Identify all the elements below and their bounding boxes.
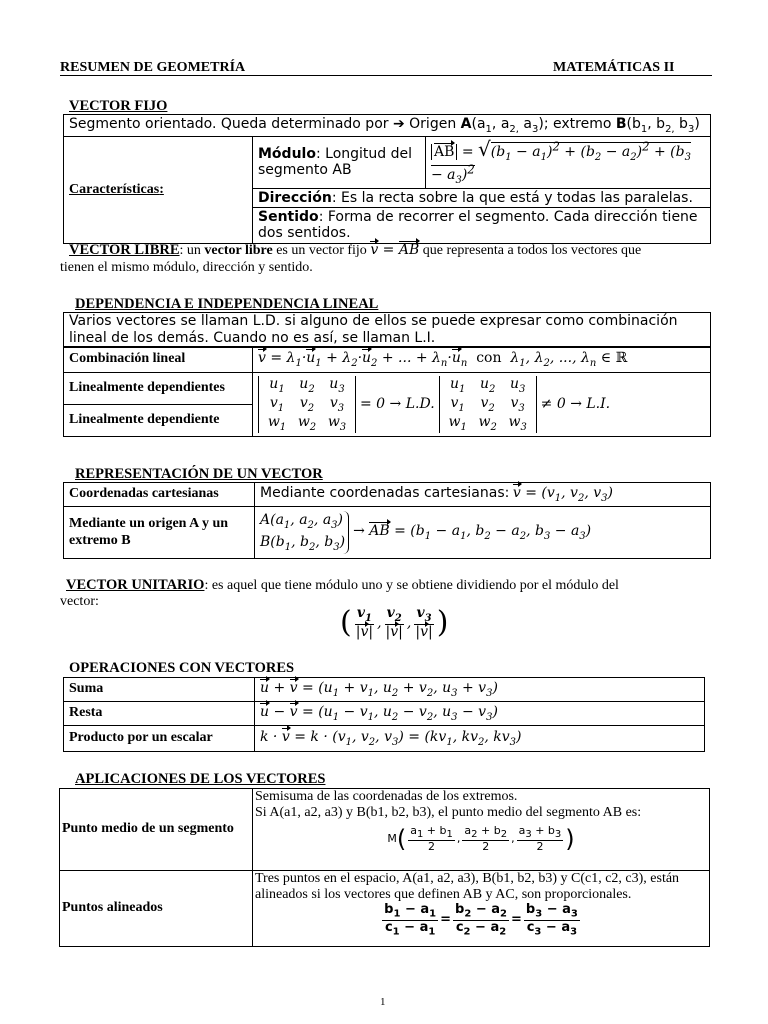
ld-label: Linealmente dependientes	[64, 373, 253, 405]
origen-extremo-label: Mediante un origen A y un extremo B	[64, 507, 255, 559]
origen-extremo-formula: $A(a_1$, $a_2$, $a_3$) $B(b_1$, $b_2$, $b_3$) → AB = ($b_1 - a_1$, $b_2 - a_2$, $b_3 - a_3$)	[255, 507, 711, 559]
determinant-li: $u_1$ $u_2$ $u_3$ $v_1$ $v_2$ $v_3$ $w_1$ $w_2$ $w_3$	[439, 376, 537, 434]
determinant-ld: $u_1$ $u_2$ $u_3$ $v_1$ $v_2$ $v_3$ $w_1$ $w_2$ $w_3$	[258, 376, 356, 434]
vector-libre-line2: tienen el mismo módulo, dirección y sentido.	[60, 260, 313, 275]
dependencia-intro: Varios vectores se llaman L.D. si alguno de ellos se puede expresar como combinación lineal de los demás. Cuando no es así, se llaman L.I.	[63, 312, 711, 348]
representacion-table	[63, 482, 711, 559]
ld-label-2: Linealmente dependiente	[64, 405, 253, 437]
punto-medio-cell: Semisuma de las coordenadas de los extremos. Si A(a1, a2, a3) y B(b1, b2, b3), el punto medio del segmento AB es: M ( $\frac{a_1 + b_1}{2}$ , $\frac{a_2 + b_2}{2}$ , $\frac{a_3 + b_3}{2}$ )	[253, 789, 710, 871]
cartesianas-label: Coordenadas cartesianas	[64, 483, 255, 507]
suma-formula: $u + v = (u_1 + v_1$, $u_2 + v_2$, $u_3 + v_3$)	[255, 678, 705, 702]
dependencia-table	[63, 346, 711, 437]
header-rule	[60, 75, 712, 76]
section-title-vector-fijo: VECTOR FIJO	[69, 98, 168, 114]
combinacion-formula: $v = \lambda_1\cdot u_1 + \lambda_2\cdot u_2$ + ... + $\lambda_n\cdot u_n$ con $\lambda_1$, $\lambda_2$, ..., $\lambda_n$ ∈ ℝ	[253, 347, 711, 373]
section-title-dependencia: DEPENDENCIA E INDEPENDENCIA LINEAL	[75, 296, 379, 312]
section-title-vector-unitario: VECTOR UNITARIO	[66, 577, 205, 593]
combinacion-label: Combinación lineal	[64, 347, 253, 373]
sentido-cell: Sentido: Forma de recorrer el segmento. Cada dirección tiene dos sentidos.	[253, 207, 711, 243]
aplicaciones-table	[59, 788, 710, 947]
vector-libre-formula: v = AB	[370, 242, 420, 258]
resta-formula: $u - v = (u_1 - v_1$, $u_2 - v_2$, $u_3 - v_3$)	[255, 702, 705, 726]
section-title-representacion: REPRESENTACIÓN DE UN VECTOR	[75, 466, 323, 482]
punto-medio-formula: M ( $\frac{a_1 + b_1}{2}$ , $\frac{a_2 + b_2}{2}$ , $\frac{a_3 + b_3}{2}$ )	[387, 824, 575, 854]
determinant-cell	[253, 373, 711, 437]
header-left: RESUMEN DE GEOMETRÍA	[60, 60, 246, 75]
vector-unitario-formula: ( $\frac{v_1}{|v|}$ , $\frac{v_2}{|v|}$ , $\frac{v_3}{|v|}$ )	[340, 605, 449, 641]
puntos-alineados-cell: Tres puntos en el espacio, A(a1, a2, a3), B(b1, b2, b3) y C(c1, c2, c3), están alineados si los vectores que definen AB y AC, son proporcionales. $\frac{b_1 - a_1}{c_1 - a_1}$ = $\frac{b_2 - a_2}{c_2 - a_2}$ = $\frac{b_3 - a_3}{c_3 - a_3}$	[253, 871, 710, 947]
direccion-cell: Dirección: Es la recta sobre la que está y todas las paralelas.	[253, 188, 711, 207]
punto-medio-label: Punto medio de un segmento	[60, 789, 253, 871]
producto-label: Producto por un escalar	[64, 726, 255, 752]
puntos-alineados-formula: $\frac{b_1 - a_1}{c_1 - a_1}$ = $\frac{b_2 - a_2}{c_2 - a_2}$ = $\frac{b_3 - a_3}{c_3 - a_3}$	[384, 902, 578, 938]
resta-label: Resta	[64, 702, 255, 726]
vector-libre-line1: VECTOR LIBRE: un vector libre es un vector fijo v = AB que representa a todos los vectores que	[69, 242, 642, 258]
li-result: ≠ 0 → L.I.	[540, 396, 611, 413]
cartesianas-cell: Mediante coordenadas cartesianas: $v = (v_1$, $v_2$, $v_3$)	[255, 483, 711, 507]
suma-label: Suma	[64, 678, 255, 702]
modulo-formula: AB = $√(b_1 - a_1)^2 + (b_2 - a_2)^2 + (b_3 - a_3)^2$	[426, 137, 711, 188]
section-title-operaciones: OPERACIONES CON VECTORES	[69, 660, 295, 676]
section-title-aplicaciones: APLICACIONES DE LOS VECTORES	[75, 771, 326, 787]
section-title-vector-libre: VECTOR LIBRE	[69, 242, 180, 258]
vector-fijo-definition: Segmento orientado. Queda determinado por ➔ Origen $A(a_1$, $a_{2,}$ $a_3$); extremo $B(b_1$, $b_{2,}$ $b_3$)	[64, 115, 711, 137]
vector-unitario-line1: VECTOR UNITARIO: es aquel que tiene módulo uno y se obtiene dividiendo por el módulo del	[66, 577, 619, 593]
page-number: 1	[380, 996, 386, 1008]
ld-result: = 0 → L.D.	[360, 396, 435, 413]
vector-unitario-line2: vector:	[60, 594, 99, 609]
producto-formula: $k \cdot v = k \cdot (v_1$, $v_2$, $v_3) = (kv_1$, $kv_2$, $kv_3$)	[255, 726, 705, 752]
header-right: MATEMÁTICAS II	[553, 60, 675, 75]
puntos-alineados-label: Puntos alineados	[60, 871, 253, 947]
operaciones-table	[63, 677, 705, 752]
vector-fijo-table	[63, 114, 711, 244]
caracteristicas-label: Características:	[64, 137, 253, 243]
modulo-cell: Módulo: Longitud del segmento AB	[253, 137, 426, 188]
